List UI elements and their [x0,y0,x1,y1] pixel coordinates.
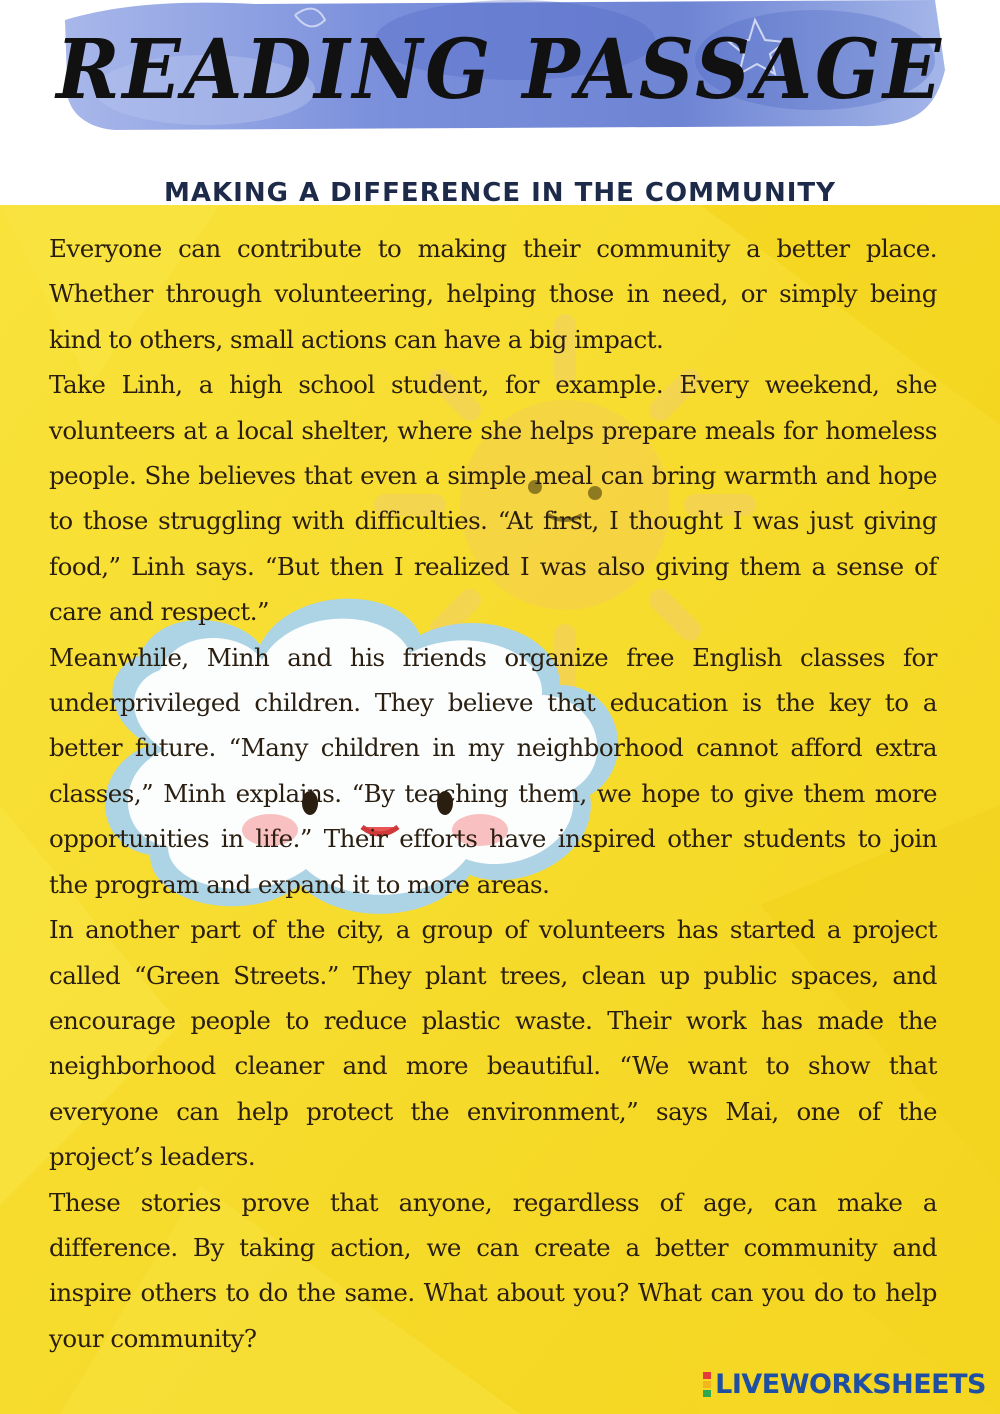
logo-text: LIVEWORKSHEETS [715,1369,986,1400]
passage-paragraph-4: In another part of the city, a group of volunteers has started a project called “Green Streets.” They plant trees, clean up public spaces, and encourage people to reduce plastic waste. Their work has made the neighborhood cleaner and more beautiful. “We want to show that everyone can help protect the environment,” says Mai, one of the project’s leaders. [49,915,937,1172]
logo-mark-icon [703,1371,711,1398]
passage-paragraph-5: These stories prove that anyone, regardless of age, can make a difference. By taking action, we can create a better community and inspire others to do the same. What about you? What can you do to help your community? [49,1187,937,1353]
passage-paragraph-2: Take Linh, a high school student, for example. Every weekend, she volunteers at a local shelter, where she helps prepare meals for homeless people. She believes that even a simple meal can bring warmth and hope to those struggling with difficulties. “At first, I thought I was just giving food,” Linh says. “But then I realized I was also giving them a sense of care and respect.” [49,370,937,627]
page-title: READING PASSAGE [56,22,944,118]
passage-subtitle: MAKING A DIFFERENCE IN THE COMMUNITY [164,178,836,208]
passage-paragraph-3: Meanwhile, Minh and his friends organize free English classes for underprivileged children. They believe that education is the key to a better future. “Many children in my neighborhood cannot afford extra classes,” Minh explains. “By teaching them, we hope to give them more opportunities in life.” Their efforts have inspired other students to join the program and expand it to more areas. [49,642,937,899]
liveworksheets-logo[interactable] [703,1369,986,1400]
reading-passage [49,226,937,1361]
passage-paragraph-1: Everyone can contribute to making their community a better place. Whether through volunteering, helping those in need, or simply being kind to others, small actions can have a big impact. [49,234,937,354]
